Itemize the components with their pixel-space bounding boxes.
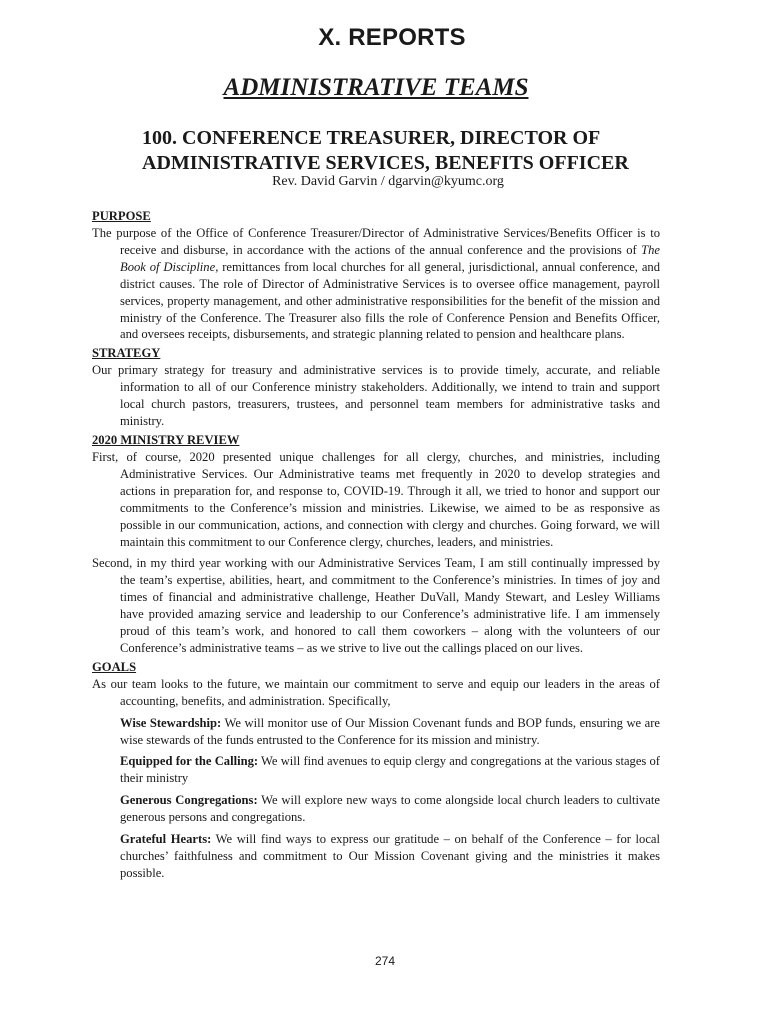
contact-line: Rev. David Garvin / dgarvin@kyumc.org — [272, 174, 504, 189]
strategy-heading: STRATEGY — [92, 346, 161, 361]
office-heading — [142, 126, 682, 176]
goal-text: We will monitor use of Our Mission Covenant funds and BOP funds, ensuring we are wise stewards of the funds entrusted to the Conference for its mission and ministry. — [120, 715, 661, 747]
purpose-text-before: The purpose of the Office of Conference Treasurer/Director of Administrative Services/Benefits Officer is to receive and disburse, in accordance with the actions of the annual conference and the provisions of — [92, 226, 660, 257]
book-title: The Book of Discipline — [120, 242, 660, 274]
review-paragraph-1: First, of course, 2020 presented unique challenges for all clergy, churches, and ministries, including Administrative Services. Our Administrative teams met frequently in 2020 to develop strategies and actions in preparation for, and response to, COVID-19. Through it all, we tried to honor and support our commitments to the Conference’s mission and ministries. Likewise, we aimed to be as responsive as possible in our communication, actions, and connection with clergy and churches. Going forward, we will maintain this commitment to our Conference clergy, churches, leaders, and ministries. — [92, 449, 660, 549]
goal-label: Equipped for the Calling: — [120, 754, 259, 769]
goal-label: Wise Stewardship: — [120, 715, 222, 730]
purpose-paragraph — [92, 225, 660, 343]
office-heading-line1: 100. CONFERENCE TREASURER, DIRECTOR OF — [142, 127, 601, 149]
section-title: X. REPORTS — [318, 24, 466, 51]
goal-label: Grateful Hearts: — [120, 832, 212, 847]
strategy-paragraph: Our primary strategy for treasury and administrative services is to provide timely, accurate, and reliable information to all of our Conference ministry stakeholders. Additionally, we intend to train and support local church pastors, treasurers, trustees, and personnel team members for administrative tasks and ministry. — [92, 363, 660, 429]
report-body — [92, 208, 660, 882]
goal-text: We will find ways to express our gratitude – on behalf of the Conference – for local churches’ faithfulness and commitment to Our Mission Covenant giving and the ministries it makes possible. — [120, 832, 660, 880]
page-number: 274 — [374, 954, 396, 968]
goal-item — [92, 792, 660, 826]
goal-text: We will find avenues to equip clergy and congregations at the various stages of their ministry — [120, 754, 660, 786]
goals-heading: GOALS — [92, 659, 137, 674]
purpose-heading: PURPOSE — [92, 209, 151, 223]
goal-item — [92, 753, 660, 787]
goal-text: We will explore new ways to come alongside local church leaders to cultivate generous persons and congregations. — [120, 793, 660, 825]
goal-item — [92, 831, 660, 882]
review-heading: 2020 MINISTRY REVIEW — [92, 432, 240, 447]
goal-label: Generous Congregations: — [120, 793, 258, 808]
office-heading-line2: ADMINISTRATIVE SERVICES, BENEFITS OFFICER — [142, 152, 629, 174]
review-paragraph-2: Second, in my third year working with our Administrative Services Team, I am still continually impressed by the team’s expertise, abilities, heart, and commitment to the Conference’s ministries. In times of joy and times of financial and administrative challenge, Heather DuVall, Mandy Stewart, and Lesley Williams have provided amazing service and leadership to our Conference’s administrative life. I am immensely proud of this team’s work, and honored to call them coworkers – along with the volunteers of our Conference’s administrative teams – as we strive to live out the callings placed on our lives. — [92, 556, 660, 655]
goals-intro: As our team looks to the future, we maintain our commitment to serve and equip our leaders in the areas of accounting, benefits, and administration. Specifically, — [92, 676, 660, 708]
purpose-text-after: , remittances from local churches for all general, jurisdictional, annual conference, and district causes. The role of Director of Administrative Services is to oversee office management, payroll services, property management, and other administrative responsibilities for the benefit of the mission and ministry of the Conference. The Treasurer also fills the role of Conference Pension and Benefits Officer, and oversees receipts, disbursements, and strategic planning related to pension and healthcare plans. — [120, 259, 660, 342]
teams-title: ADMINISTRATIVE TEAMS — [223, 74, 529, 101]
goal-item — [92, 715, 660, 749]
